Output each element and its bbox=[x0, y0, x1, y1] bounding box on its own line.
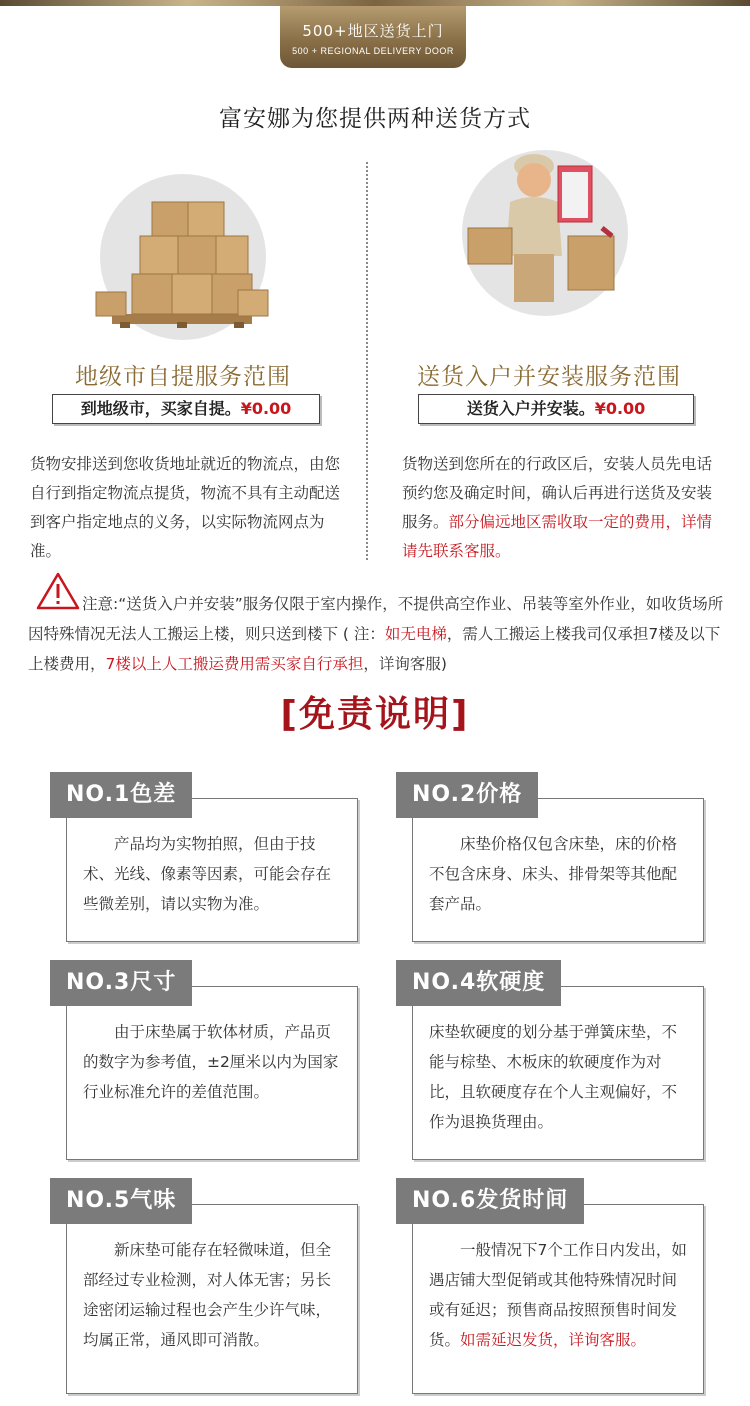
delivery-man-illustration bbox=[462, 150, 628, 316]
dotted-divider bbox=[366, 162, 368, 560]
notice-text bbox=[28, 589, 728, 679]
notice-red1: 如无电梯 bbox=[384, 625, 447, 643]
card-box bbox=[412, 1204, 704, 1394]
desc-red-text: 部分偏远地区需收取一定的费用，详情请先联系客服。 bbox=[402, 513, 713, 560]
option-title-pickup: 地级市自提服务范围 bbox=[75, 364, 291, 390]
desc-text: 货物送到您所在的行政区后，安装人员先电话预约您及确定时间，确认后再进行送货及安装服务。 bbox=[402, 455, 713, 531]
disclaimer-title: [免责说明] bbox=[280, 694, 470, 735]
notice-part1: 注意:“送货入户并安装”服务仅限于室内操作，不提供高空作业、吊装等室外作业，如收货场所因特殊情况无法人工搬运上楼，则只送到楼下 ( 注： bbox=[28, 595, 724, 643]
notice-part3: ，详询客服) bbox=[363, 655, 447, 673]
delivery-man-icon bbox=[462, 136, 628, 302]
price-label: 送货入户并安装。 bbox=[466, 399, 595, 418]
notice-red2: 7楼以上人工搬运费用需买家自行承担 bbox=[105, 655, 364, 673]
notice-part2: ，需人工搬运上楼我司仅承担7楼及以下上楼费用， bbox=[28, 625, 721, 673]
card-text-main: 一般情况下7个工作日内发出，如遇店铺大型促销或其他特殊情况时间或有延迟；预售商品按照预售时间发货。 bbox=[429, 1241, 687, 1349]
price-box-install bbox=[418, 394, 694, 424]
option-desc-pickup: 货物安排送到您收货地址就近的物流点，由您自行到指定物流点提货，物流不具有主动配送到客户指定地点的义务，以实际物流网点为准。 bbox=[30, 455, 341, 560]
card-box bbox=[66, 798, 358, 942]
boxes-icon bbox=[92, 174, 272, 340]
badge-title: 500+地区送货上门 bbox=[302, 22, 444, 40]
card-text: 床垫价格仅包含床垫，床的价格不包含床身、床头、排骨架等其他配套产品。 bbox=[429, 835, 678, 913]
card-box bbox=[66, 986, 358, 1160]
price-value: ¥0.00 bbox=[594, 399, 646, 418]
boxes-illustration bbox=[100, 174, 266, 340]
card-text: 新床垫可能存在轻微味道，但全部经过专业检测，对人体无害；另长途密闭运输过程也会产生少许气味，均属正常，通风即可消散。 bbox=[83, 1241, 332, 1349]
card-tag: NO.3尺寸 bbox=[50, 960, 192, 1006]
price-box-pickup bbox=[52, 394, 320, 424]
card-box bbox=[66, 1204, 358, 1394]
badge-subtitle: 500 + REGIONAL DELIVERY DOOR bbox=[292, 46, 454, 56]
price-label: 到地级市，买家自提。 bbox=[80, 399, 241, 418]
card-tag: NO.4软硬度 bbox=[396, 960, 561, 1006]
card-tag: NO.6发货时间 bbox=[396, 1178, 584, 1224]
card-tag: NO.2价格 bbox=[396, 772, 538, 818]
option-desc-install bbox=[402, 450, 722, 566]
page-headline: 富安娜为您提供两种送货方式 bbox=[219, 106, 531, 132]
card-tag: NO.5气味 bbox=[50, 1178, 192, 1224]
price-value: ¥0.00 bbox=[240, 399, 292, 418]
card-text: 产品均为实物拍照，但由于技术、光线、像素等因素，可能会存在些微差别，请以实物为准。 bbox=[83, 835, 332, 913]
delivery-badge bbox=[280, 6, 466, 68]
card-text-red: 如需延迟发货，详询客服。 bbox=[460, 1331, 647, 1349]
card-box bbox=[412, 798, 704, 942]
card-tag: NO.1色差 bbox=[50, 772, 192, 818]
card-text: 床垫软硬度的划分基于弹簧床垫，不能与棕垫、木板床的软硬度作为对比，且软硬度存在个人主观偏好，不作为退换货理由。 bbox=[429, 1023, 678, 1131]
option-title-install: 送货入户并安装服务范围 bbox=[417, 364, 681, 390]
card-text bbox=[413, 1205, 703, 1369]
card-text: 由于床垫属于软体材质，产品页的数字为参考值，±2厘米以内为国家行业标准允许的差值范围。 bbox=[83, 1023, 339, 1101]
card-box bbox=[412, 986, 704, 1160]
